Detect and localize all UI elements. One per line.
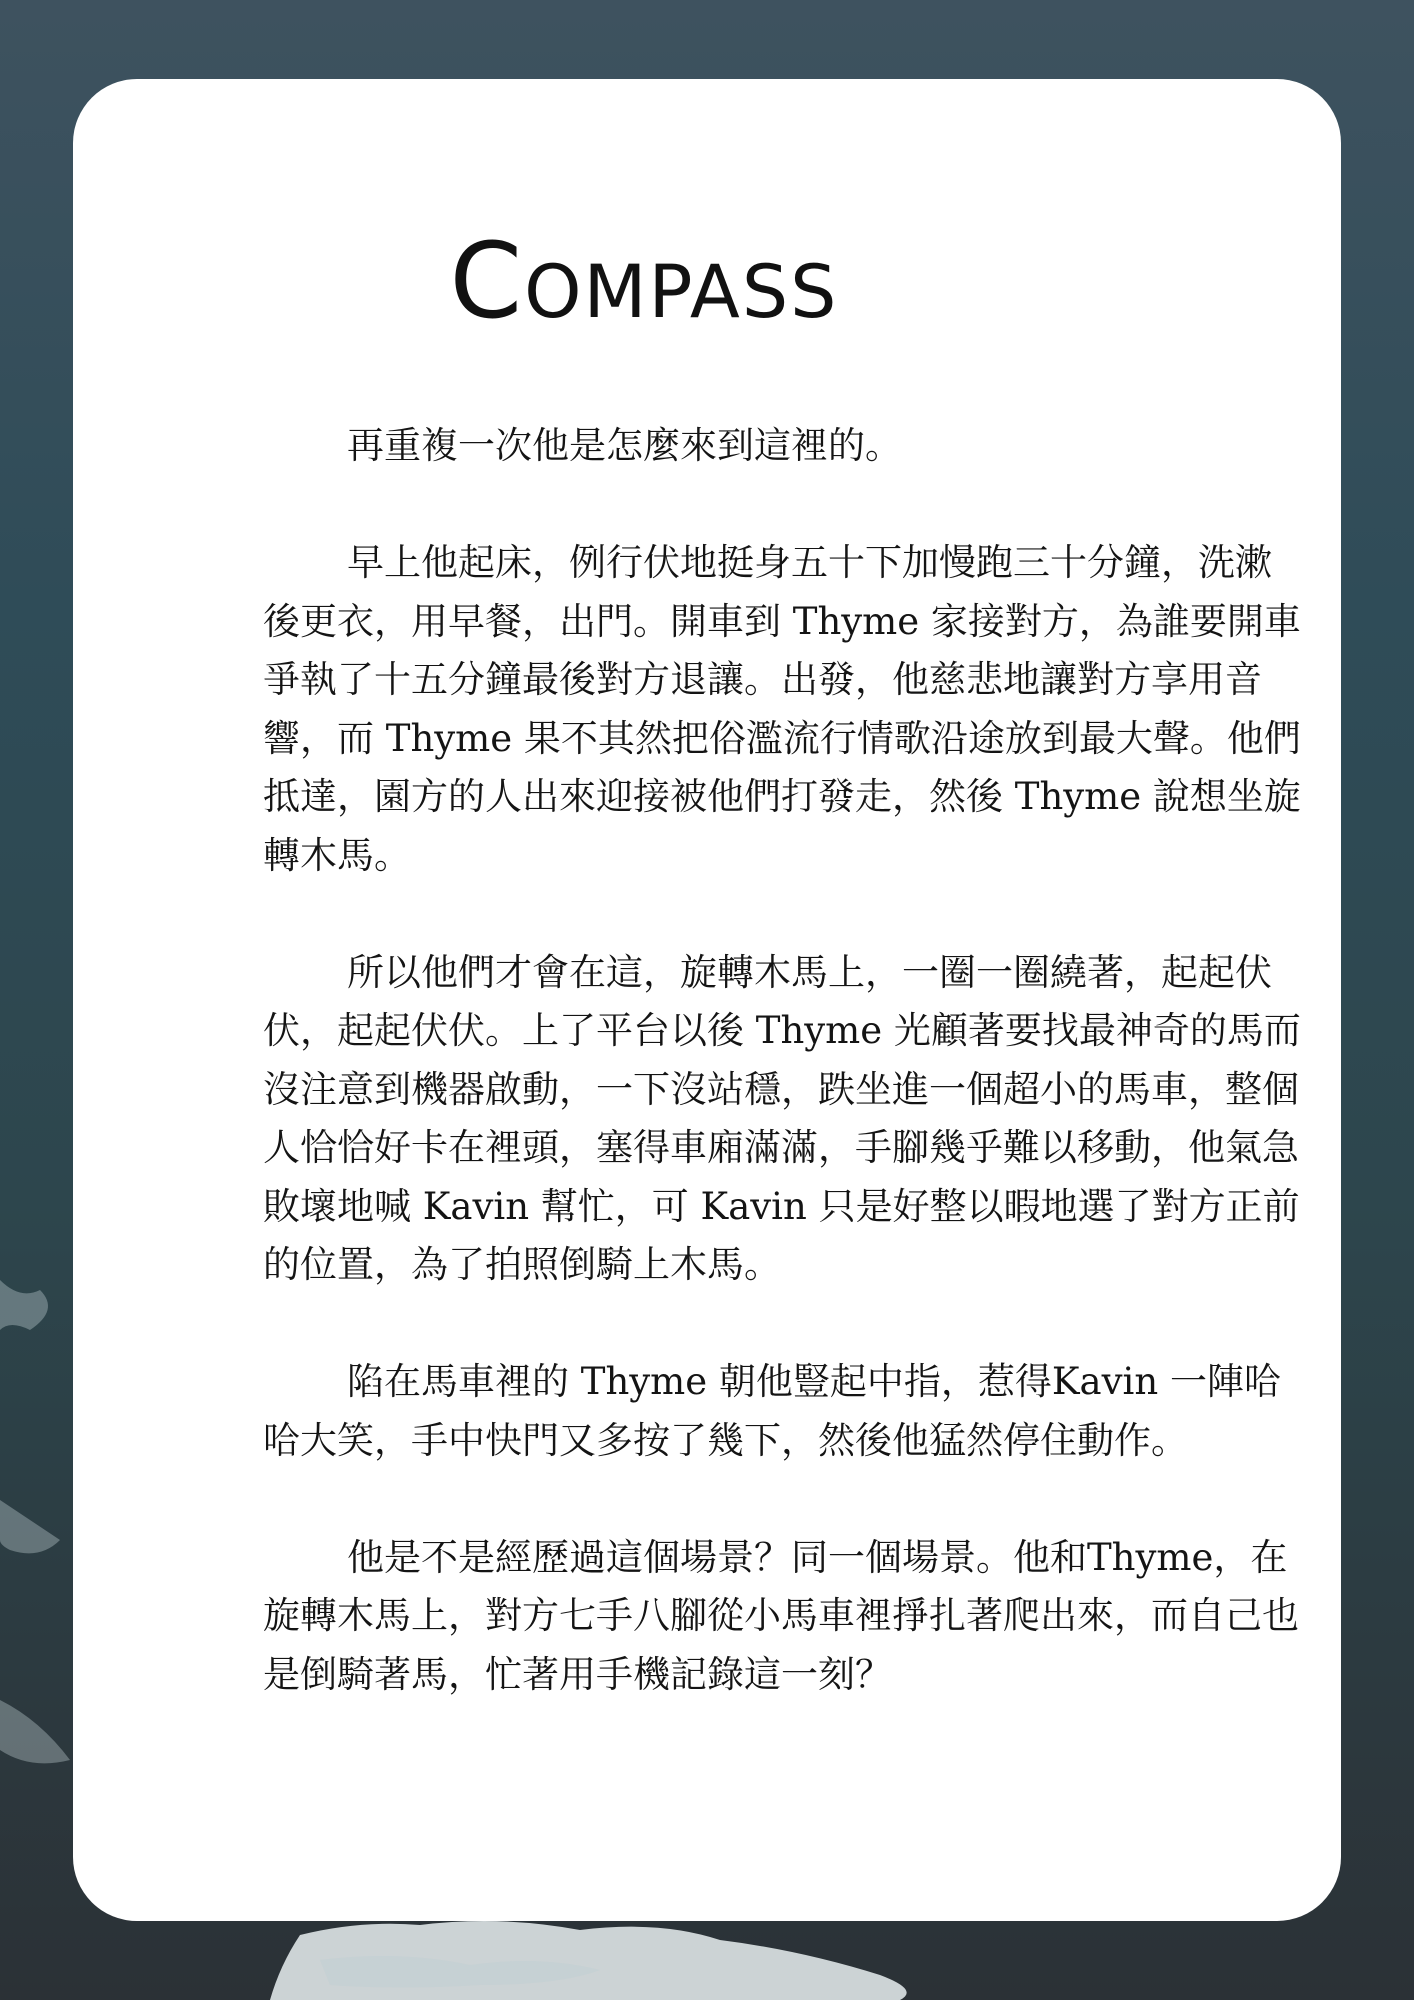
paragraph: 他是不是經歷過這個場景？同一個場景。他和Thyme，在旋轉木馬上，對方七手八腳從小馬車裡掙扎著爬出來，而自己也是倒騎著馬，忙著用手機記錄這一刻？ (263, 1535, 1299, 1696)
story-body (263, 417, 1303, 1704)
story-card (73, 79, 1341, 1921)
paragraph: 所以他們才會在這，旋轉木馬上，一圈一圈繞著，起起伏伏，起起伏伏。上了平台以後 Thyme 光顧著要找最神奇的馬而沒注意到機器啟動，一下沒站穩，跌坐進一個超小的馬車，整個人恰恰好卡在裡頭，塞得車廂滿滿，手腳幾乎難以移動，他氣急敗壞地喊 Kavin 幫忙，可 Kavin 只是好整以暇地選了對方正前的位置，為了拍照倒騎上木馬。 (263, 950, 1301, 1286)
paragraph: 陷在馬車裡的 Thyme 朝他豎起中指，惹得Kavin 一陣哈哈大笑，手中快門又多按了幾下，然後他猛然停住動作。 (263, 1360, 1281, 1462)
paragraph: 早上他起床，例行伏地挺身五十下加慢跑三十分鐘，洗漱後更衣，用早餐，出門。開車到 Thyme 家接對方，為誰要開車爭執了十五分鐘最後對方退讓。出發，他慈悲地讓對方享用音響，而 Thyme 果不其然把俗濫流行情歌沿途放到最大聲。他們抵達，園方的人出來迎接被他們打發走，然後 Thyme 說想坐旋轉木馬。 (263, 541, 1301, 877)
page-title: Compass (449, 220, 839, 342)
paragraph: 再重複一次他是怎麼來到這裡的。 (347, 424, 902, 467)
